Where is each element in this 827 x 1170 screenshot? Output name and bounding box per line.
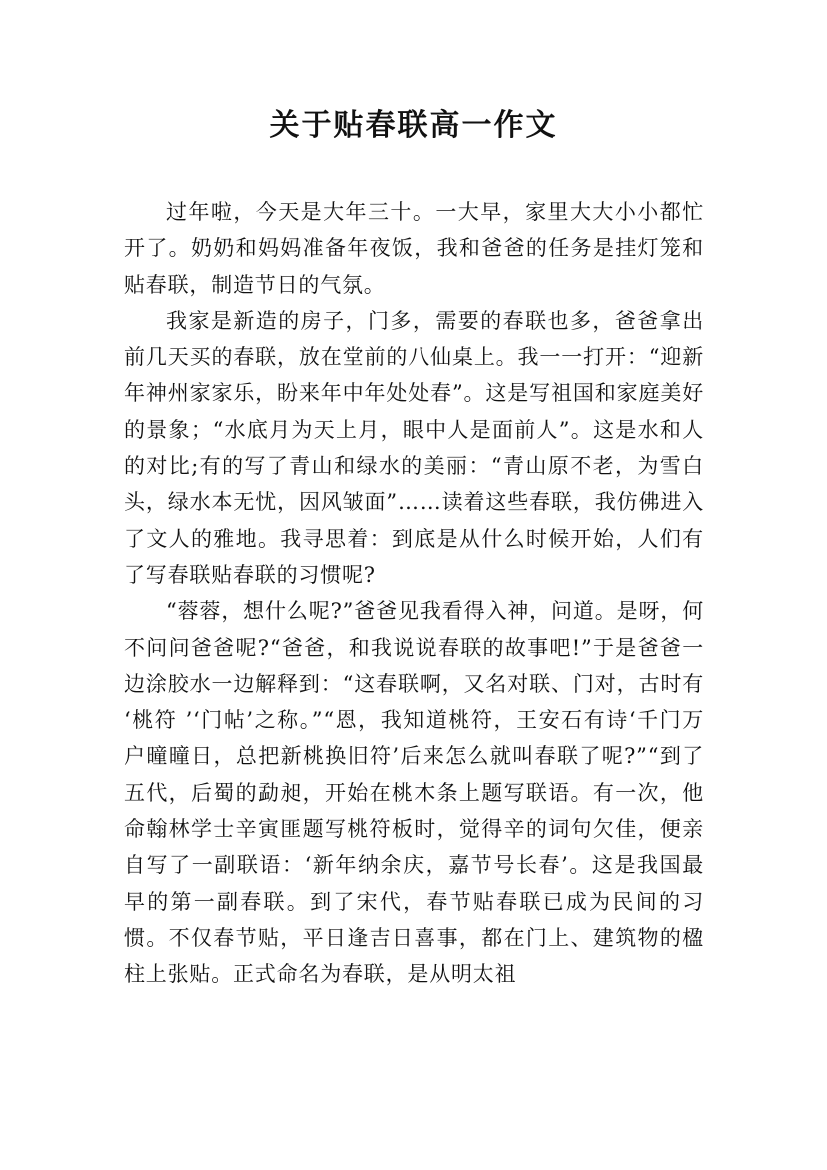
paragraph-1: 过年啦，今天是大年三十。一大早，家里大大小小都忙开了。奶奶和妈妈准备年夜饭，我和爸爸的任务是挂灯笼和贴春联，制造节日的气氛。: [124, 200, 704, 297]
document-body: [124, 194, 712, 993]
paragraph-2: 我家是新造的房子，门多，需要的春联也多，爸爸拿出前几天买的春联，放在堂前的八仙桌上。我一一打开：“迎新年神州家家乐，盼来年中年处处春”。这是写祖国和家庭美好的景象；“水底月为天上月，眼中人是面前人”。这是水和人的对比;有的写了青山和绿水的美丽：“青山原不老，为雪白头，绿水本无忧，因风皱面”……读着这些春联，我仿佛进入了文人的雅地。我寻思着：到底是从什么时候开始，人们有了写春联贴春联的习惯呢?: [124, 308, 704, 587]
paragraph-3: “蓉蓉，想什么呢?”爸爸见我看得入神，问道。是呀，何不问问爸爸呢?“爸爸，和我说说春联的故事吧!”于是爸爸一边涂胶水一边解释到：“这春联啊，又名对联、门对，古时有 ‘桃符 ’‘门帖’之称。”“恩，我知道桃符，王安石有诗‘千门万户曈曈日，总把新桃换旧符’后来怎么就叫春联了呢?”“到了五代，后蜀的勐昶，开始在桃木条上题写联语。有一次，他命翰林学士辛寅匪题写桃符板时，觉得辛的词句欠佳，便亲自写了一副联语：‘新年纳余庆，嘉节号长春’。这是我国最早的第一副春联。到了宋代，春节贴春联已成为民间的习惯。不仅春节贴，平日逢吉日喜事，都在门上、建筑物的楹柱上张贴。正式命名为春联，是从明太祖: [124, 599, 712, 987]
document-title: 关于贴春联高一作文: [269, 108, 558, 143]
